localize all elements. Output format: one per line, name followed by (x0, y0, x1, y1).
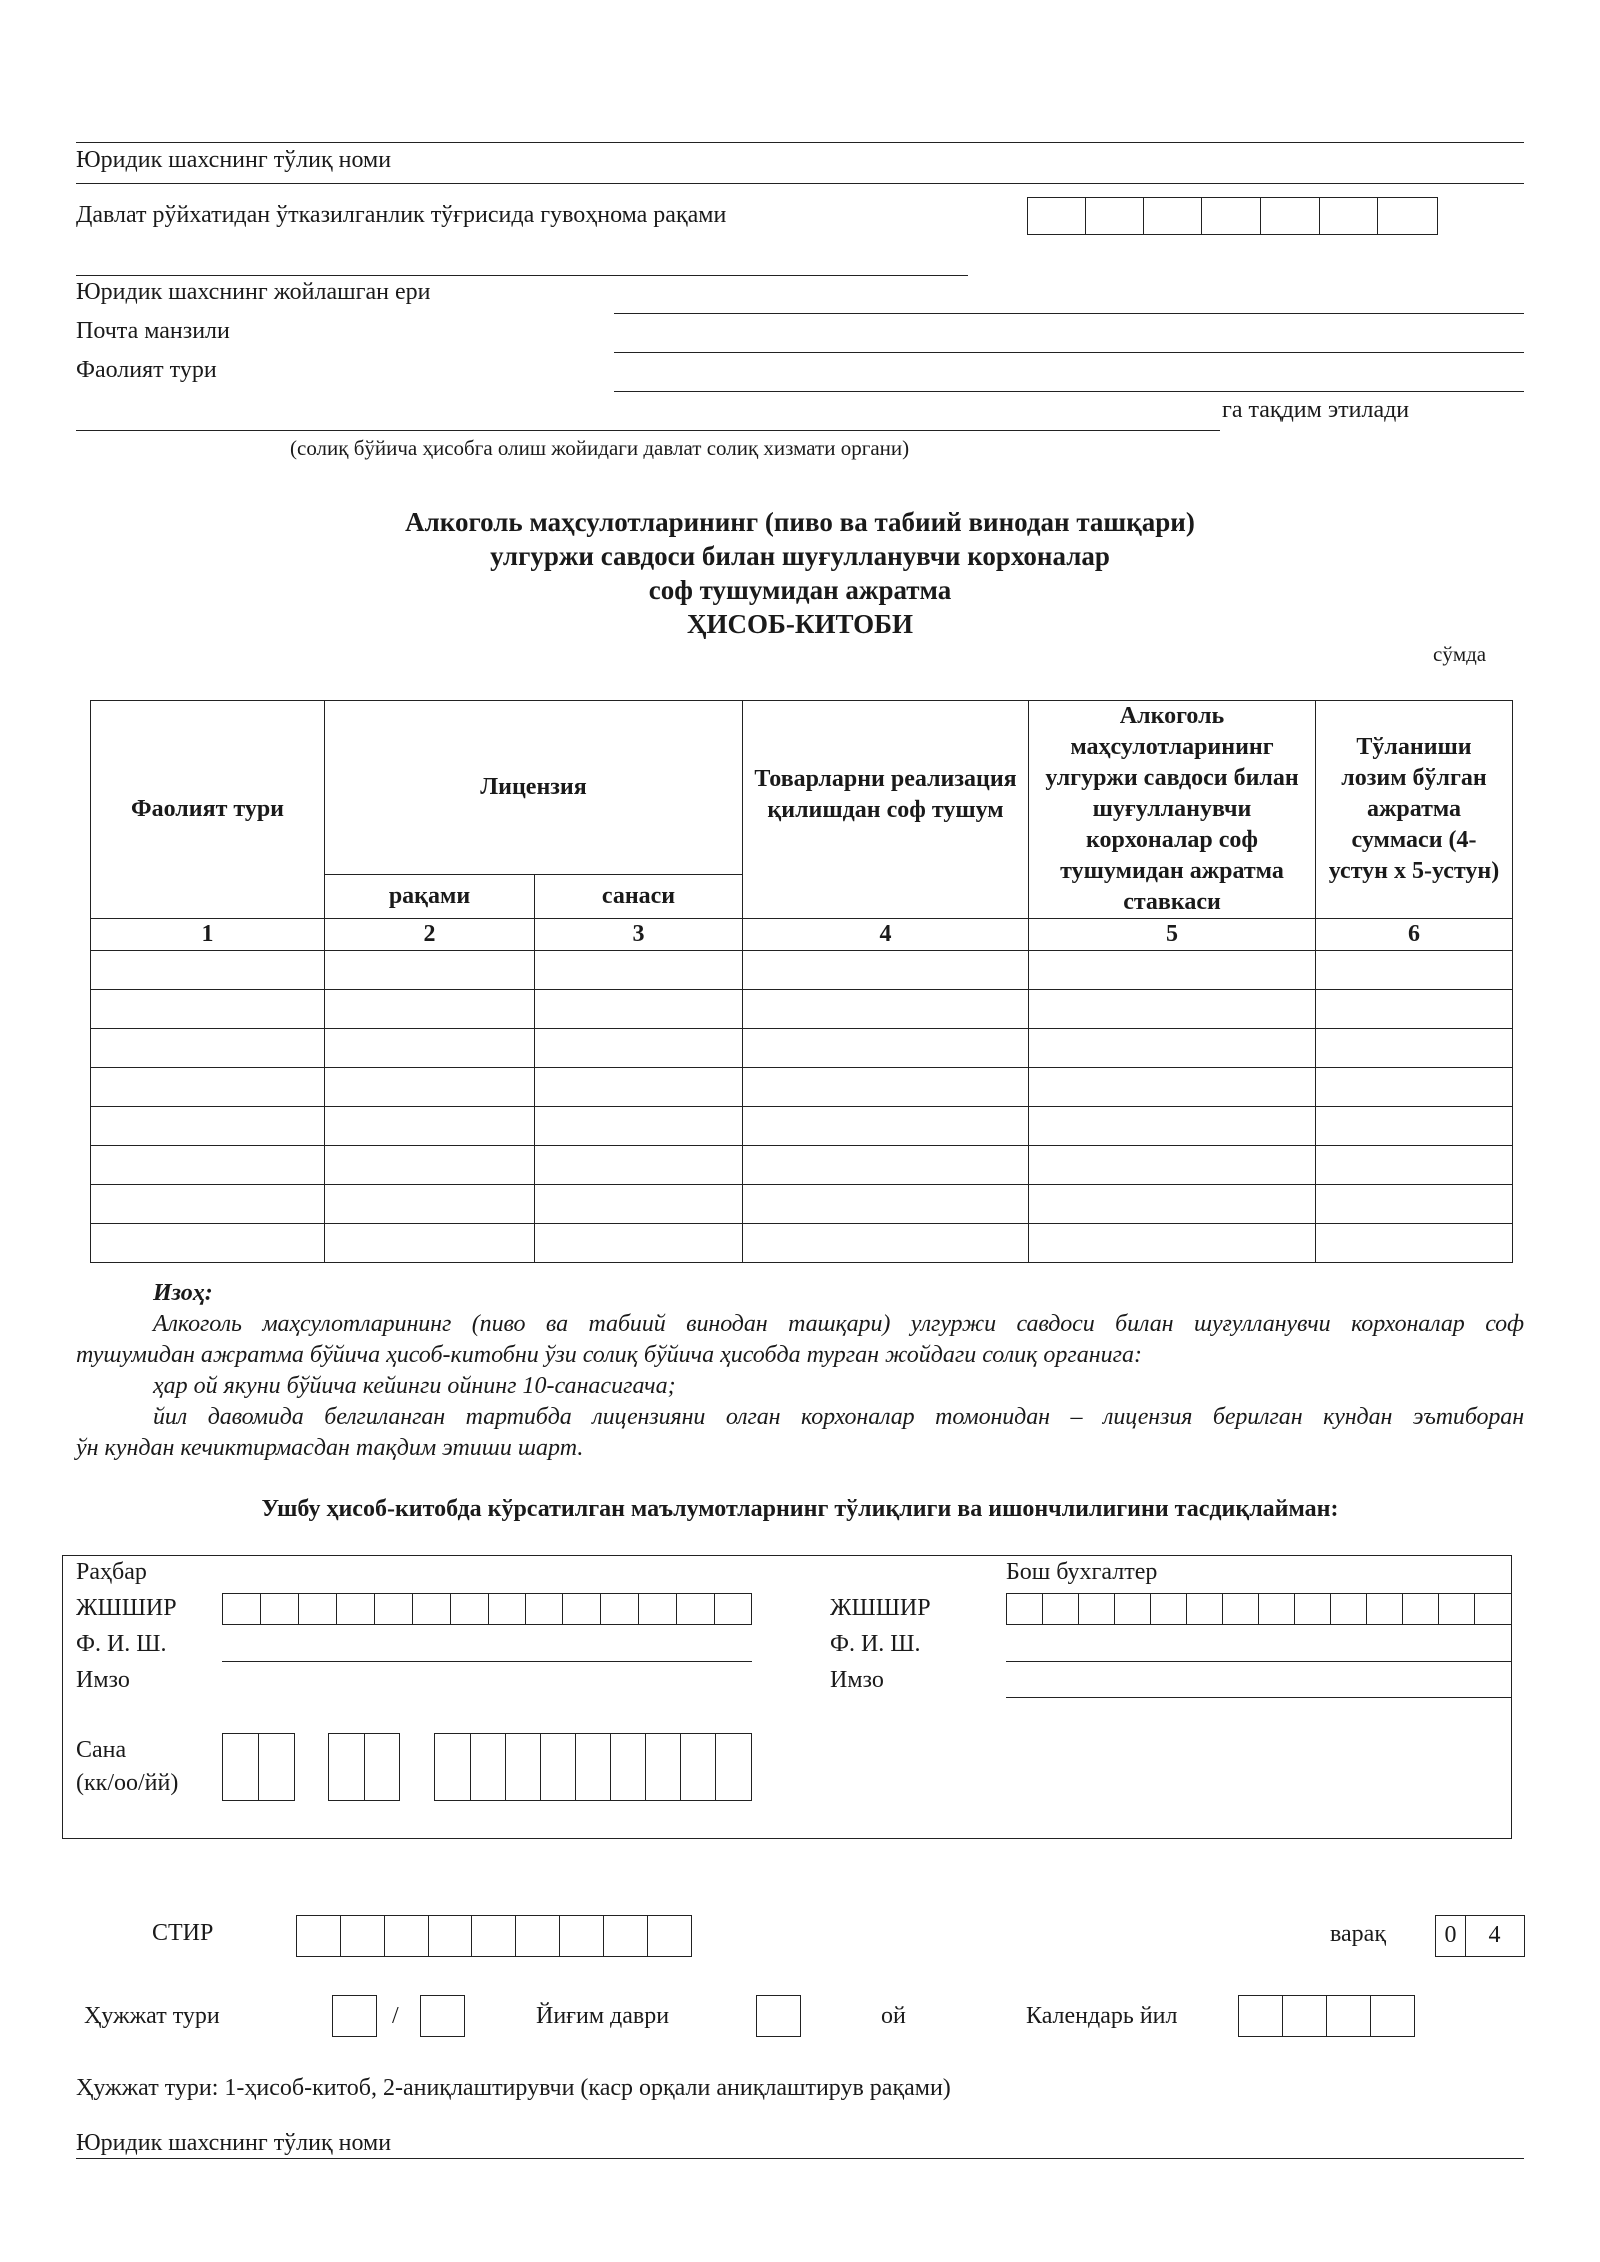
registration-line (76, 275, 968, 276)
col-license-number-header: рақами (325, 875, 535, 919)
table-cell[interactable] (91, 1068, 325, 1107)
col-number-2: 2 (325, 919, 535, 951)
page-digit-2: 4 (1488, 1922, 1501, 1948)
title-line-4: ҲИСОБ-КИТОБИ (687, 609, 913, 639)
col-number-3: 3 (535, 919, 743, 951)
table-cell[interactable] (91, 1107, 325, 1146)
table-cell[interactable] (535, 951, 743, 990)
activity-label: Фаолият тури (76, 357, 217, 383)
head-fio-line[interactable] (222, 1661, 752, 1662)
table-cell[interactable] (535, 990, 743, 1029)
head-pinfl-boxes[interactable] (222, 1593, 752, 1625)
table-cell[interactable] (743, 951, 1029, 990)
head-label: Раҳбар (76, 1559, 147, 1585)
note-paragraph-3a: йил давомида белгиланган тартибда лицензияни олган корхоналар томонидан – лицензия берилган кундан эътиборан (153, 1404, 1524, 1430)
table-cell[interactable] (1316, 1029, 1513, 1068)
table-cell[interactable] (325, 1185, 535, 1224)
table-cell[interactable] (743, 1107, 1029, 1146)
table-cell[interactable] (1029, 1029, 1316, 1068)
doc-type-correction-box[interactable] (420, 1995, 465, 2037)
stir-boxes[interactable] (296, 1915, 692, 1957)
head-fio-label: Ф. И. Ш. (76, 1631, 167, 1657)
tax-authority-line[interactable] (76, 430, 1220, 431)
registration-number-boxes[interactable] (1027, 197, 1438, 235)
date-day-boxes[interactable] (222, 1733, 295, 1801)
date-month-boxes[interactable] (328, 1733, 400, 1801)
table-cell[interactable] (743, 1224, 1029, 1263)
activity-line[interactable] (614, 391, 1524, 392)
table-cell[interactable] (91, 1185, 325, 1224)
table-row (91, 1107, 1513, 1146)
doc-type-box[interactable] (332, 1995, 377, 2037)
calculation-table (90, 700, 1513, 1263)
note-paragraph-3b: ўн кундан кечиктирмасдан тақдим этиши шарт. (76, 1435, 584, 1461)
accountant-sign-line[interactable] (1006, 1697, 1512, 1698)
postal-label: Почта манзили (76, 318, 230, 344)
entity-name-label: Юридик шахснинг тўлиқ номи (76, 147, 392, 173)
table-cell[interactable] (535, 1146, 743, 1185)
table-cell[interactable] (1316, 990, 1513, 1029)
col-number-6: 6 (1316, 919, 1513, 951)
table-cell[interactable] (1029, 951, 1316, 990)
accountant-fio-label: Ф. И. Ш. (830, 1631, 921, 1657)
accountant-fio-line[interactable] (1006, 1661, 1512, 1662)
table-cell[interactable] (535, 1029, 743, 1068)
table-cell[interactable] (1029, 1107, 1316, 1146)
col-number-1: 1 (91, 919, 325, 951)
entity-name-topline (76, 142, 1524, 143)
col-rate-header: Алкоголь маҳсулотларининг улгуржи савдоси билан шуғулланувчи корхоналар соф тушумидан ажратма ставкаси (1029, 701, 1316, 919)
table-row (91, 1146, 1513, 1185)
col-license-date-header: санаси (535, 875, 743, 919)
table-row (91, 1068, 1513, 1107)
date-label: Сана (76, 1737, 127, 1763)
head-sign-label: Имзо (76, 1667, 130, 1693)
page-label: варақ (1330, 1921, 1386, 1947)
table-row (91, 1029, 1513, 1068)
currency-unit: сўмда (1433, 642, 1487, 666)
table-cell[interactable] (743, 990, 1029, 1029)
table-cell[interactable] (1029, 1224, 1316, 1263)
period-box[interactable] (756, 1995, 801, 2037)
page-digit-1: 0 (1436, 1916, 1466, 1956)
table-row (91, 1224, 1513, 1263)
title-line-3: соф тушумидан ажратма (648, 575, 952, 605)
table-cell[interactable] (91, 1224, 325, 1263)
table-cell[interactable] (325, 1107, 535, 1146)
table-cell[interactable] (91, 1029, 325, 1068)
table-cell[interactable] (325, 1224, 535, 1263)
col-license-header: Лицензия (325, 701, 743, 875)
footer-entity-name-label: Юридик шахснинг тўлиқ номи (76, 2130, 392, 2156)
table-cell[interactable] (1029, 1146, 1316, 1185)
table-cell[interactable] (325, 1146, 535, 1185)
entity-name-line[interactable] (76, 183, 1524, 184)
stir-label: СТИР (152, 1920, 214, 1946)
col-number-5: 5 (1029, 919, 1316, 951)
title-line-1: Алкоголь маҳсулотларининг (пиво ва табиий винодан ташқари) (405, 507, 1195, 537)
table-cell[interactable] (535, 1068, 743, 1107)
table-cell[interactable] (535, 1185, 743, 1224)
table-cell[interactable] (743, 1068, 1029, 1107)
table-cell[interactable] (535, 1107, 743, 1146)
tax-authority-note: (солиқ бўйича ҳисобга олиш жойидаги давлат солиқ хизмати органи) (290, 436, 910, 460)
table-cell[interactable] (743, 1029, 1029, 1068)
title-line-2: улгуржи савдоси билан шуғулланувчи корхоналар (490, 541, 1110, 571)
location-line[interactable] (614, 313, 1524, 314)
page-number-boxes (1435, 1915, 1525, 1957)
table-cell[interactable] (91, 990, 325, 1029)
accountant-label: Бош бухгалтер (1006, 1559, 1158, 1585)
table-cell[interactable] (91, 951, 325, 990)
table-cell[interactable] (743, 1185, 1029, 1224)
doc-type-label: Ҳужжат тури (84, 2003, 220, 2029)
table-cell[interactable] (1316, 1068, 1513, 1107)
postal-line[interactable] (614, 352, 1524, 353)
footer-entity-name-line[interactable] (76, 2158, 1524, 2159)
note-paragraph-2: ҳар ой якуни бўйича кейинги ойнинг 10-санасигача; (153, 1373, 676, 1399)
col-revenue-header: Товарларни реализация қилишдан соф тушум (743, 701, 1029, 919)
table-cell[interactable] (1316, 1146, 1513, 1185)
doc-type-note: Ҳужжат тури: 1-ҳисоб-китоб, 2-аниқлаштирувчи (каср орқали аниқлаштирув рақами) (76, 2075, 951, 2101)
table-cell[interactable] (1316, 1107, 1513, 1146)
confirmation-statement: Ушбу ҳисоб-китобда кўрсатилган маълумотларнинг тўлиқлиги ва ишончлилигини тасдиқлайман: (261, 1496, 1339, 1522)
table-row (91, 1185, 1513, 1224)
table-cell[interactable] (1316, 1185, 1513, 1224)
table-cell[interactable] (535, 1224, 743, 1263)
month-label: ой (881, 2003, 906, 2029)
accountant-sign-label: Имзо (830, 1667, 884, 1693)
table-cell[interactable] (1029, 1068, 1316, 1107)
table-row (91, 951, 1513, 990)
head-pinfl-label: ЖШШИР (76, 1595, 177, 1621)
col-number-4: 4 (743, 919, 1029, 951)
accountant-pinfl-boxes[interactable] (1006, 1593, 1512, 1625)
note-heading: Изоҳ: (153, 1280, 213, 1306)
date-year-boxes[interactable] (434, 1733, 752, 1801)
date-format-label: (кк/оо/йй) (76, 1770, 179, 1796)
table-cell[interactable] (1029, 990, 1316, 1029)
table-row (91, 990, 1513, 1029)
note-paragraph-1a: Алкоголь маҳсулотларининг (пиво ва табиий винодан ташқари) улгуржи савдоси билан шуғулланувчи корхоналар соф (153, 1311, 1524, 1337)
table-cell[interactable] (1316, 1224, 1513, 1263)
calendar-year-label: Календарь йил (1026, 2003, 1178, 2029)
period-label: Йиғим даври (536, 2003, 670, 2029)
note-paragraph-1b: тушумидан ажратма бўйича ҳисоб-китобни ўзи солиқ бўйича ҳисобда турган жойдаги солиқ органига: (76, 1342, 1143, 1368)
col-activity-header: Фаолият тури (91, 701, 325, 919)
table-cell[interactable] (743, 1146, 1029, 1185)
col-amount-header: Тўланиши лозим бўлган ажратма суммаси (4-устун х 5-устун) (1316, 701, 1513, 919)
table-cell[interactable] (1316, 951, 1513, 990)
table-cell[interactable] (325, 951, 535, 990)
registration-label: Давлат рўйхатидан ўтказилганлик тўғрисида гувоҳнома рақами (76, 202, 727, 228)
table-cell[interactable] (1029, 1185, 1316, 1224)
table-cell[interactable] (91, 1146, 325, 1185)
accountant-pinfl-label: ЖШШИР (830, 1595, 931, 1621)
calendar-year-boxes[interactable] (1238, 1995, 1415, 2037)
location-label: Юридик шахснинг жойлашган ери (76, 279, 431, 305)
table-cell[interactable] (325, 1029, 535, 1068)
submitted-to-text: га тақдим этилади (1222, 397, 1410, 423)
table-cell[interactable] (325, 990, 535, 1029)
table-cell[interactable] (325, 1068, 535, 1107)
doc-type-slash: / (392, 2003, 399, 2029)
